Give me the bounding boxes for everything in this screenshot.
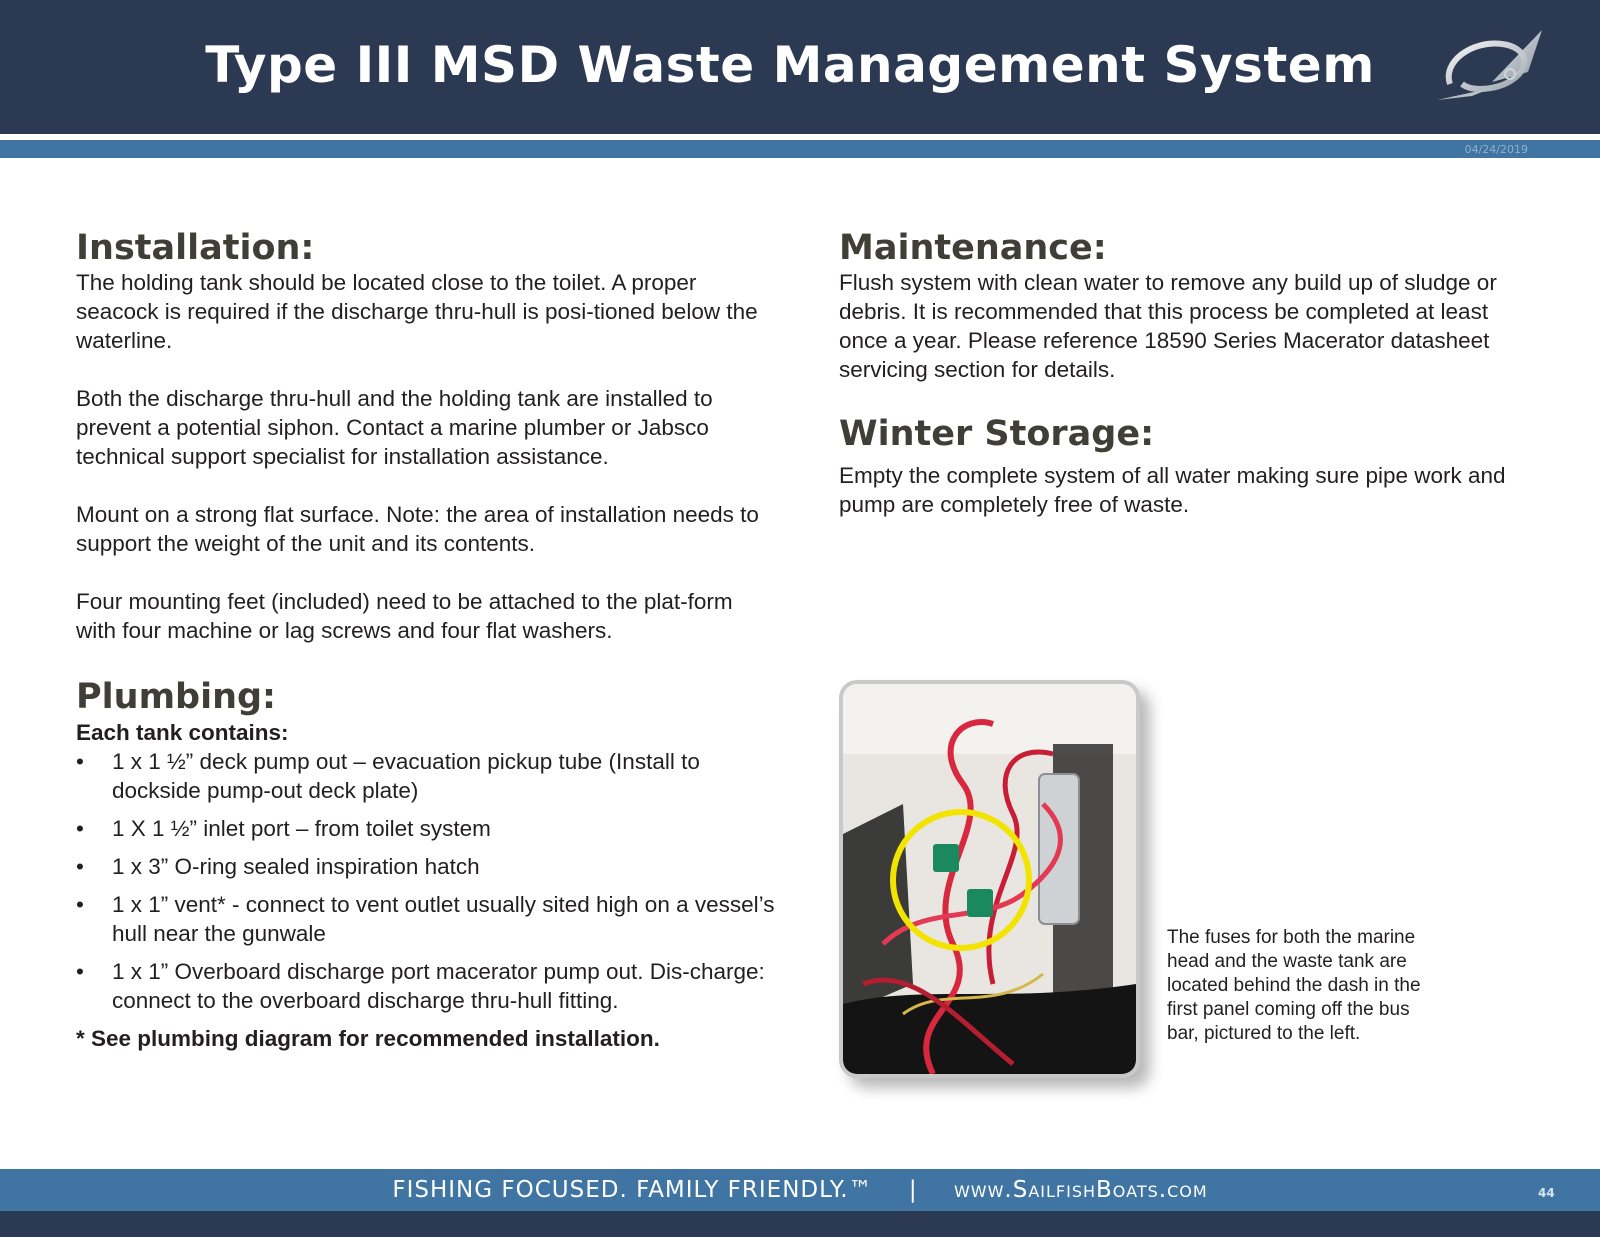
maintenance-text: Flush system with clean water to remove any build up of sludge or debris. It is recommended that this process be completed at least once a year. Please reference 18590 Series Macerator datasheet servicing section for details.: [839, 270, 1497, 383]
left-column: [76, 228, 776, 1053]
page-number: 44: [1538, 1186, 1555, 1200]
list-item: • 1 x 1” vent* - connect to vent outlet usually sited high on a vessel’s hull near the gunwale: [76, 891, 775, 946]
sailfish-logo-icon: [1432, 22, 1562, 112]
footer-bar: [0, 1211, 1600, 1237]
footer-tagline: FISHING FOCUSED. FAMILY FRIENDLY.™: [392, 1177, 873, 1203]
list-item: • 1 X 1 ½” inlet port – from toilet system: [76, 815, 491, 841]
installation-paragraph: The holding tank should be located close to the toilet. A proper seacock is required if the discharge thru-hull is posi-tioned below the waterline.: [76, 270, 758, 354]
plumbing-subheading: Each tank contains:: [76, 719, 289, 745]
installation-paragraph: Both the discharge thru-hull and the holding tank are installed to prevent a potential siphon. Contact a marine plumber or Jabsco technical support specialist for installation assistance.: [76, 386, 713, 470]
page-title: Type III MSD Waste Management System: [205, 36, 1375, 94]
list-item: • 1 x 1” Overboard discharge port macerator pump out. Dis-charge: connect to the overboard discharge thru-hull fitting.: [76, 958, 765, 1013]
list-item: • 1 x 1 ½” deck pump out – evacuation pickup tube (Install to dockside pump-out deck plate): [76, 748, 700, 803]
footer-website-link[interactable]: www.SailfishBoats.com: [953, 1177, 1208, 1203]
revision-date: 04/24/2019: [1464, 143, 1528, 156]
page-header: [0, 0, 1600, 134]
photo-caption: The fuses for both the marine head and the waste tank are located behind the dash in the first panel coming off the bus bar, pictured to the left.: [1167, 927, 1421, 1044]
plumbing-list: [76, 747, 776, 1015]
fuse-panel-photo: [839, 680, 1140, 1078]
plumbing-heading: Plumbing:: [76, 677, 277, 718]
header-stripe: [0, 140, 1600, 158]
footer-separator: |: [908, 1177, 918, 1203]
winter-storage-text: Empty the complete system of all water making sure pipe work and pump are completely free of waste.: [839, 462, 1506, 517]
installation-paragraph: Mount on a strong flat surface. Note: the area of installation needs to support the weight of the unit and its contents.: [76, 502, 759, 557]
right-column: [839, 228, 1539, 519]
maintenance-heading: Maintenance:: [839, 228, 1107, 268]
plumbing-note: * See plumbing diagram for recommended installation.: [76, 1025, 660, 1051]
fuse-photo-illustration: [843, 684, 1136, 1074]
installation-paragraph: Four mounting feet (included) need to be attached to the plat-form with four machine or lag screws and four flat washers.: [76, 589, 733, 644]
footer-tagline-line: [0, 1177, 1600, 1203]
list-item: • 1 x 3” O-ring sealed inspiration hatch: [76, 853, 480, 879]
installation-heading: Installation:: [76, 228, 315, 268]
winter-storage-heading: Winter Storage:: [839, 414, 1155, 455]
